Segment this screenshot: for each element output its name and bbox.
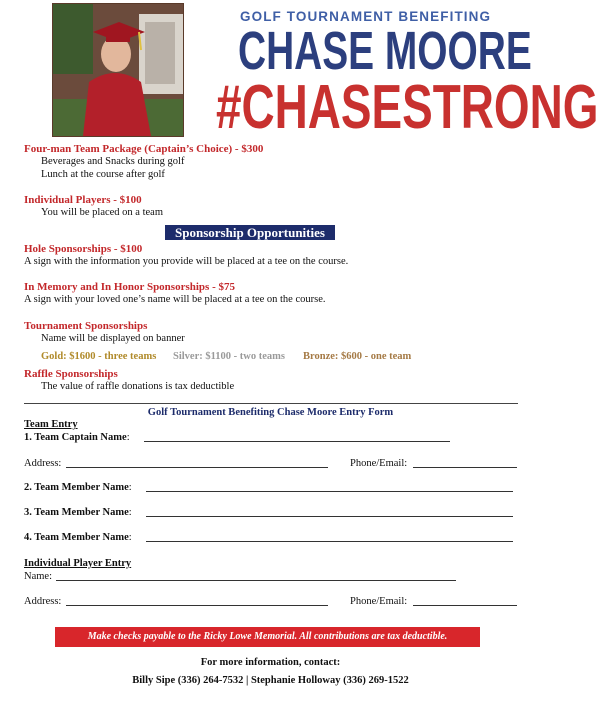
individual-package-title: Individual Players - $100 [24,194,142,206]
member4-name-field[interactable] [146,541,513,542]
contact-heading: For more information, contact: [200,657,341,668]
team-package-line2: Lunch at the course after golf [41,169,165,180]
individual-phone-email-field[interactable] [413,605,517,606]
hashtag: #CHASESTRONG [216,73,598,142]
phone-email-label: Phone/Email: [350,458,408,469]
member2-name-field[interactable] [146,491,513,492]
individual-package-line: You will be placed on a team [41,207,163,218]
divider [24,403,518,404]
team-package-line1: Beverages and Snacks during golf [41,156,185,167]
hole-sponsorship-text: A sign with the information you provide will be placed at a tee on the course. [24,256,349,267]
graduate-photo [52,3,184,137]
individual-name-label-text: Name [24,571,50,582]
team-package-title: Four-man Team Package (Captain’s Choice) - $300 [24,143,264,155]
team-entry-heading: Team Entry [24,419,78,430]
address-field[interactable] [66,467,328,468]
individual-address-label: Address: [24,596,62,607]
contact-details: Billy Sipe (336) 264-7532 | Stephanie Holloway (336) 269-1522 [132,675,409,686]
member3-label: 3. Team Member Name: [24,507,132,518]
memory-sponsorship-text: A sign with your loved one’s name will be placed at a tee on the course. [24,294,326,305]
raffle-sponsorship-title: Raffle Sponsorships [24,368,118,380]
entry-form-title: Golf Tournament Benefiting Chase Moore Entry Form [147,407,394,418]
tournament-sponsorship-title: Tournament Sponsorships [24,320,148,332]
individual-entry-heading: Individual Player Entry [24,558,132,569]
member2-label-text: 2. Team Member Name [24,482,129,493]
gold-level: Gold: $1600 - three teams [41,351,157,362]
hole-sponsorship-title: Hole Sponsorships - $100 [24,243,143,255]
sponsorship-heading: Sponsorship Opportunities [165,225,335,240]
member3-name-field[interactable] [146,516,513,517]
checks-payable-banner: Make checks payable to the Ricky Lowe Memorial. All contributions are tax deductible. [55,627,480,647]
honoree-name: CHASE MOORE [238,21,532,81]
silver-level: Silver: $1100 - two teams [173,351,285,362]
member4-label: 4. Team Member Name: [24,532,132,543]
individual-name-label: Name: [24,571,52,582]
captain-label-text: 1. Team Captain Name [24,432,127,443]
memory-sponsorship-title: In Memory and In Honor Sponsorships - $75 [24,281,235,293]
subtitle: GOLF TOURNAMENT BENEFITING [240,9,492,24]
individual-address-field[interactable] [66,605,328,606]
bronze-level: Bronze: $600 - one team [303,351,412,362]
raffle-sponsorship-text: The value of raffle donations is tax deductible [41,381,235,392]
phone-email-field[interactable] [413,467,517,468]
address-label: Address: [24,458,62,469]
captain-name-field[interactable] [144,441,450,442]
individual-name-field[interactable] [56,580,456,581]
captain-label: 1. Team Captain Name: [24,432,130,443]
individual-phone-email-label: Phone/Email: [350,596,408,607]
member2-label: 2. Team Member Name: [24,482,132,493]
member4-label-text: 4. Team Member Name [24,532,129,543]
member3-label-text: 3. Team Member Name [24,507,129,518]
tournament-sponsorship-text: Name will be displayed on banner [41,333,185,344]
